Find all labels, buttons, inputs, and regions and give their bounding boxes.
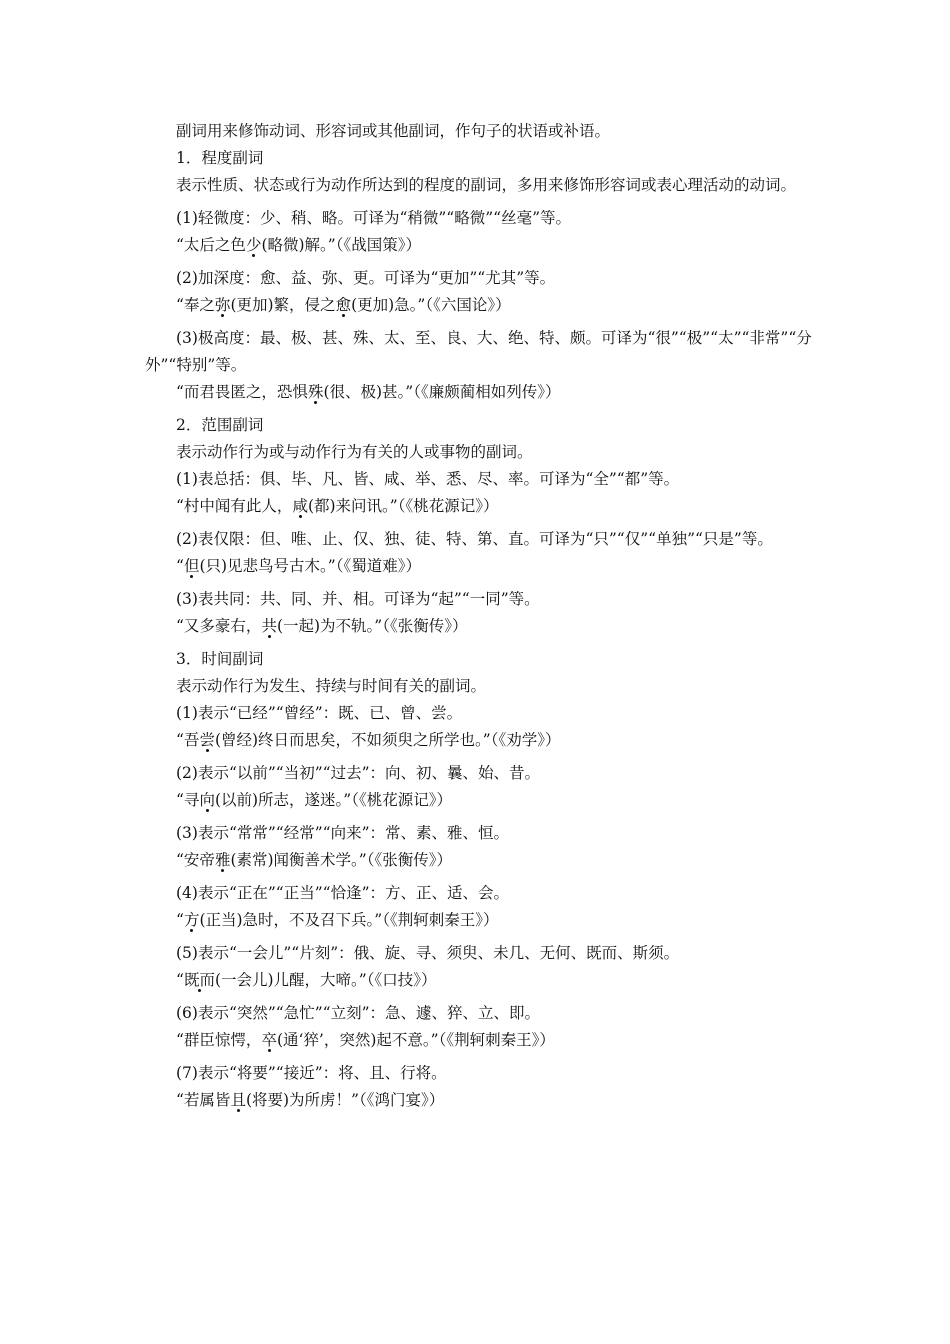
keyword: 愈 — [335, 296, 352, 314]
example-text: (一会儿)儿醒，大啼。”（《口技》） — [214, 971, 437, 989]
keyword: 但 — [183, 557, 200, 575]
rule-line: (1)轻微度：少、稍、略。可译为“稍微”“略微”“丝毫”等。 — [176, 209, 572, 227]
example-line — [145, 727, 825, 754]
rule-line: (5)表示“一会儿”“片刻”：俄、旋、寻、须臾、未几、无何、既而、斯须。 — [176, 944, 680, 962]
section-heading: 2．范围副词 — [176, 416, 264, 434]
rule-line: (3)极高度：最、极、甚、殊、太、至、良、大、绝、特、颇。可译为“很”“极”“太”“非常”“分外”“特别”等。 — [145, 329, 812, 374]
keyword: 弥 — [214, 296, 231, 314]
example-text: “吾 — [176, 731, 200, 749]
example-text: “而君畏匿之，恐惧 — [176, 383, 308, 401]
section-description: 表示动作行为或与动作行为有关的人或事物的副词。 — [176, 443, 533, 461]
section-heading: 3．时间副词 — [176, 650, 264, 668]
example-line — [145, 613, 825, 640]
rule-line: (3)表示“常常”“经常”“向来”：常、素、雅、恒。 — [176, 824, 510, 842]
rule-line: (4)表示“正在”“正当”“恰逢”：方、正、适、会。 — [176, 884, 510, 902]
keyword: 共 — [261, 617, 277, 635]
rule-line: (2)加深度：愈、益、弥、更。可译为“更加”“尤其”等。 — [176, 269, 556, 287]
example-line — [145, 232, 825, 259]
example-line — [145, 967, 825, 994]
rule-line: (1)表总括：俱、毕、凡、皆、咸、举、悉、尽、率。可译为“全”“都”等。 — [176, 470, 680, 488]
example-text: (很、极)甚。”（《廉颇蔺相如列传》） — [323, 383, 561, 401]
keyword: 咸 — [292, 497, 308, 515]
example-text: “安帝 — [176, 851, 215, 869]
keyword: 少 — [245, 236, 262, 254]
example-text: (都)来问讯。”（《桃花源记》） — [307, 497, 499, 515]
rule-line: (3)表共同：共、同、并、相。可译为“起”“一同”等。 — [176, 590, 540, 608]
example-text: “村中闻有此人， — [176, 497, 293, 515]
example-text: “若属皆 — [176, 1091, 231, 1109]
keyword: 且 — [230, 1091, 246, 1109]
rule-line: (2)表示“以前”“当初”“过去”：向、初、曩、始、昔。 — [176, 764, 541, 782]
example-text: (通‘猝’，突然)起不意。”（《荆轲刺秦王》） — [276, 1031, 555, 1049]
example-text: “又多豪右， — [176, 617, 262, 635]
example-line — [145, 493, 825, 520]
example-text: (曾经)终日而思矣，不如须臾之所学也。”（《劝学》） — [214, 731, 561, 749]
example-line — [145, 907, 825, 934]
keyword: 殊 — [307, 383, 324, 401]
example-line — [145, 1087, 825, 1114]
example-line — [145, 787, 825, 814]
rule-line: (7)表示“将要”“接近”：将、且、行将。 — [176, 1064, 447, 1082]
intro-paragraph: 副词用来修饰动词、形容词或其他副词，作句子的状语或补语。 — [176, 122, 611, 140]
example-text: “群臣惊愕， — [176, 1031, 262, 1049]
example-text: (只)见悲鸟号古木。”（《蜀道难》） — [199, 557, 421, 575]
keyword: 既而 — [183, 971, 215, 989]
example-text: (素常)闻衡善术学。”（《张衡传》） — [230, 851, 452, 869]
example-line — [145, 553, 825, 580]
example-line — [145, 379, 825, 406]
example-text: (将要)为所虏！”（《鸿门宴》） — [245, 1091, 445, 1109]
example-text: (更加)急。”（《六国论》） — [351, 296, 511, 314]
example-line — [145, 847, 825, 874]
keyword: 向 — [199, 791, 215, 809]
example-text: “ — [176, 911, 184, 929]
example-text: “奉之 — [176, 296, 215, 314]
example-text: “ — [176, 971, 184, 989]
example-text: “ — [176, 557, 184, 575]
rule-line: (2)表仅限：但、唯、止、仅、独、徒、特、第、直。可译为“只”“仅”“单独”“只是”等。 — [176, 530, 773, 548]
example-text: (以前)所志，遂迷。”（《桃花源记》） — [214, 791, 452, 809]
example-line — [145, 292, 825, 319]
section-description: 表示性质、状态或行为动作所达到的程度的副词，多用来修饰形容词或表心理活动的动词。 — [176, 176, 797, 194]
rule-line: (1)表示“已经”“曾经”：既、已、曾、尝。 — [176, 704, 463, 722]
example-text: (正当)急时，不及召下兵。”（《荆轲刺秦王》） — [199, 911, 499, 929]
example-text: (略微)解。”（《战国策》） — [261, 236, 421, 254]
keyword: 雅 — [214, 851, 231, 869]
example-text: (一起)为不轨。”（《张衡传》） — [276, 617, 468, 635]
keyword: 尝 — [199, 731, 215, 749]
keyword: 卒 — [261, 1031, 277, 1049]
example-text: “寻 — [176, 791, 200, 809]
keyword: 方 — [183, 911, 200, 929]
section-heading: 1．程度副词 — [176, 149, 264, 167]
rule-line: (6)表示“突然”“急忙”“立刻”：急、遽、猝、立、即。 — [176, 1004, 541, 1022]
document-body — [145, 118, 825, 1114]
example-text: (更加)繁，侵之 — [230, 296, 336, 314]
section-description: 表示动作行为发生、持续与时间有关的副词。 — [176, 677, 487, 695]
example-text: “太后之色 — [176, 236, 246, 254]
example-line — [145, 1027, 825, 1054]
